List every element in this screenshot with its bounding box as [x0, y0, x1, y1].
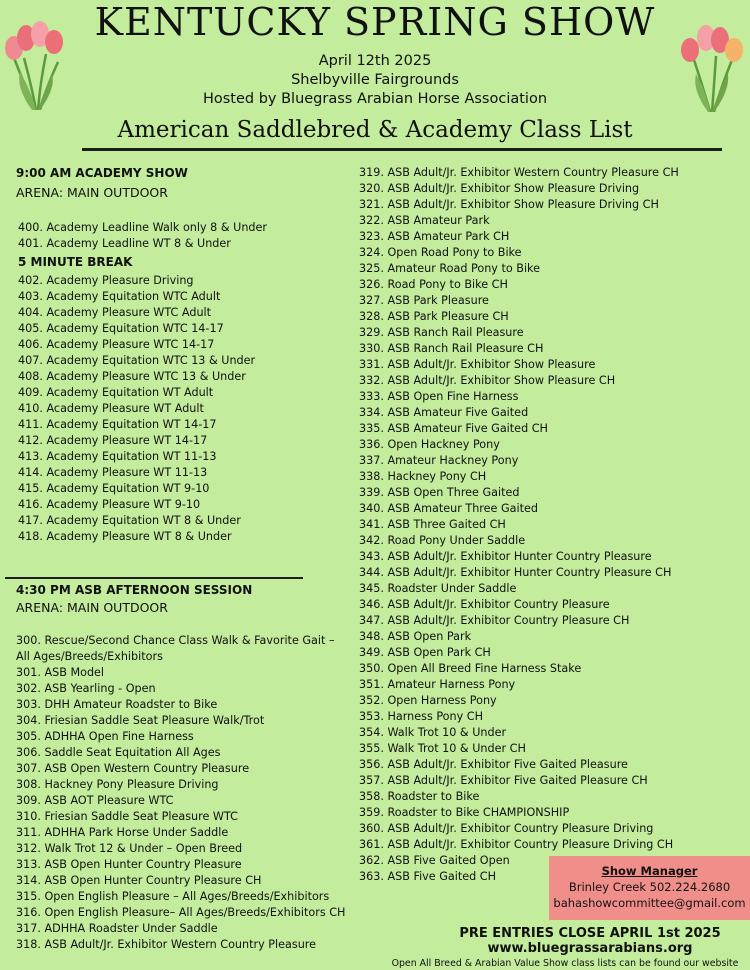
class-item: 339. ASB Open Three Gaited: [359, 486, 520, 499]
class-item: 411. Academy Equitation WT 14-17: [18, 418, 217, 431]
class-item: 317. ADHHA Roadster Under Saddle: [16, 922, 218, 935]
class-item: 359. Roadster to Bike CHAMPIONSHIP: [359, 806, 570, 819]
class-item: 336. Open Hackney Pony: [359, 438, 500, 451]
class-item: 400. Academy Leadline Walk only 8 & Under: [18, 221, 267, 234]
class-item: 316. Open English Pleasure– All Ages/Breeds/Exhibitors CH: [16, 906, 346, 919]
class-item: 345. Roadster Under Saddle: [359, 582, 517, 595]
class-item: 335. ASB Amateur Five Gaited CH: [359, 422, 548, 435]
class-item: 343. ASB Adult/Jr. Exhibitor Hunter Country Pleasure: [359, 550, 652, 563]
class-item: 402. Academy Pleasure Driving: [18, 274, 194, 287]
class-item: 334. ASB Amateur Five Gaited: [359, 406, 529, 419]
afternoon-heading: 4:30 PM ASB AFTERNOON SESSION: [16, 583, 253, 597]
class-item: 405. Academy Equitation WTC 14-17: [18, 322, 224, 335]
class-item: 328. ASB Park Pleasure CH: [359, 310, 509, 323]
class-item: 350. Open All Breed Fine Harness Stake: [359, 662, 582, 675]
class-item: 337. Amateur Hackney Pony: [359, 454, 519, 467]
class-item: 409. Academy Equitation WT Adult: [18, 386, 214, 399]
academy-class-list-b: [18, 273, 255, 545]
manager-email[interactable]: bahashowcommittee@gmail.com: [553, 896, 746, 910]
manager-name-phone: Brinley Creek 502.224.2680: [568, 880, 731, 894]
class-item: 414. Academy Pleasure WT 11-13: [18, 466, 208, 479]
class-item: 360. ASB Adult/Jr. Exhibitor Country Pleasure Driving: [359, 822, 654, 835]
class-item: 363. ASB Five Gaited CH: [359, 870, 497, 883]
class-item: 303. DHH Amateur Roadster to Bike: [16, 698, 218, 711]
afternoon-arena: ARENA: MAIN OUTDOOR: [16, 600, 168, 615]
class-item: 408. Academy Pleasure WTC 13 & Under: [18, 370, 246, 383]
class-item: 361. ASB Adult/Jr. Exhibitor Country Pleasure Driving CH: [359, 838, 674, 851]
class-item: 338. Hackney Pony CH: [359, 470, 487, 483]
class-item: 341. ASB Three Gaited CH: [359, 518, 506, 531]
academy-heading: 9:00 AM ACADEMY SHOW: [16, 166, 188, 180]
class-item: 324. Open Road Pony to Bike: [359, 246, 522, 259]
class-item: 312. Walk Trot 12 & Under – Open Breed: [16, 842, 243, 855]
class-item: 315. Open English Pleasure – All Ages/Breeds/Exhibitors: [16, 890, 330, 903]
class-item: 340. ASB Amateur Three Gaited: [359, 502, 538, 515]
header-divider: [82, 148, 722, 151]
class-item: 344. ASB Adult/Jr. Exhibitor Hunter Country Pleasure CH: [359, 566, 672, 579]
class-item: 319. ASB Adult/Jr. Exhibitor Western Country Pleasure CH: [359, 166, 679, 179]
class-item: 417. Academy Equitation WT 8 & Under: [18, 514, 241, 527]
class-item: 403. Academy Equitation WTC Adult: [18, 290, 221, 303]
section-divider: [5, 577, 303, 579]
class-item: 333. ASB Open Fine Harness: [359, 390, 519, 403]
afternoon-class-list: [16, 633, 345, 953]
show-date: April 12th 2025: [318, 53, 432, 69]
class-item: 326. Road Pony to Bike CH: [359, 278, 508, 291]
class-item: 320. ASB Adult/Jr. Exhibitor Show Pleasure Driving: [359, 182, 640, 195]
class-item: 322. ASB Amateur Park: [359, 214, 490, 227]
class-item: 410. Academy Pleasure WT Adult: [18, 402, 204, 415]
show-location: Shelbyville Fairgrounds: [291, 72, 459, 88]
class-list-subtitle: American Saddlebred & Academy Class List: [117, 117, 633, 143]
class-item: 351. Amateur Harness Pony: [359, 678, 516, 691]
show-host: Hosted by Bluegrass Arabian Horse Association: [202, 91, 548, 107]
class-item: 329. ASB Ranch Rail Pleasure: [359, 326, 524, 339]
class-item: 300. Rescue/Second Chance Class Walk & Favorite Gait –: [16, 634, 335, 647]
class-item: 352. Open Harness Pony: [359, 694, 497, 707]
entries-close-notice: PRE ENTRIES CLOSE APRIL 1st 2025: [459, 926, 721, 941]
class-item: 418. Academy Pleasure WT 8 & Under: [18, 530, 232, 543]
class-item: 362. ASB Five Gaited Open: [359, 854, 510, 867]
class-item: 332. ASB Adult/Jr. Exhibitor Show Pleasure CH: [359, 374, 616, 387]
class-item: 309. ASB AOT Pleasure WTC: [16, 794, 174, 807]
right-class-list: [359, 165, 679, 885]
class-item: 323. ASB Amateur Park CH: [359, 230, 510, 243]
show-manager-box: [549, 856, 750, 920]
class-item: 301. ASB Model: [16, 666, 105, 679]
class-item: 308. Hackney Pony Pleasure Driving: [16, 778, 219, 791]
class-item: 307. ASB Open Western Country Pleasure: [16, 762, 250, 775]
class-item: 357. ASB Adult/Jr. Exhibitor Five Gaited Pleasure CH: [359, 774, 648, 787]
class-item: 358. Roadster to Bike: [359, 790, 480, 803]
class-item: 330. ASB Ranch Rail Pleasure CH: [359, 342, 544, 355]
academy-arena: ARENA: MAIN OUTDOOR: [16, 185, 168, 200]
class-item: 327. ASB Park Pleasure: [359, 294, 489, 307]
class-item: 305. ADHHA Open Fine Harness: [16, 730, 194, 743]
class-item: 413. Academy Equitation WT 11-13: [18, 450, 217, 463]
class-item: 349. ASB Open Park CH: [359, 646, 491, 659]
class-item: 354. Walk Trot 10 & Under: [359, 726, 507, 739]
class-item: 347. ASB Adult/Jr. Exhibitor Country Pleasure CH: [359, 614, 630, 627]
class-item: 318. ASB Adult/Jr. Exhibitor Western Country Pleasure: [16, 938, 317, 951]
show-title: KENTUCKY SPRING SHOW: [94, 0, 656, 44]
class-item: 302. ASB Yearling - Open: [16, 682, 156, 695]
manager-title: Show Manager: [601, 864, 698, 878]
class-item: 404. Academy Pleasure WTC Adult: [18, 306, 212, 319]
class-item: 416. Academy Pleasure WT 9-10: [18, 498, 201, 511]
class-item: All Ages/Breeds/Exhibitors: [16, 650, 163, 663]
class-item: 346. ASB Adult/Jr. Exhibitor Country Pleasure: [359, 598, 610, 611]
class-item: 304. Friesian Saddle Seat Pleasure Walk/Trot: [16, 714, 265, 727]
class-item: 406. Academy Pleasure WTC 14-17: [18, 338, 215, 351]
class-item: 353. Harness Pony CH: [359, 710, 484, 723]
break-label: 5 MINUTE BREAK: [18, 255, 133, 269]
class-item: 321. ASB Adult/Jr. Exhibitor Show Pleasure Driving CH: [359, 198, 659, 211]
class-item: 311. ADHHA Park Horse Under Saddle: [16, 826, 229, 839]
class-item: 310. Friesian Saddle Seat Pleasure WTC: [16, 810, 238, 823]
class-item: 412. Academy Pleasure WT 14-17: [18, 434, 208, 447]
class-item: 306. Saddle Seat Equitation All Ages: [16, 746, 221, 759]
class-item: 313. ASB Open Hunter Country Pleasure: [16, 858, 242, 871]
footer-note: Open All Breed & Arabian Value Show class lists can be found our website: [391, 958, 739, 969]
class-item: 356. ASB Adult/Jr. Exhibitor Five Gaited Pleasure: [359, 758, 628, 771]
class-item: 314. ASB Open Hunter Country Pleasure CH: [16, 874, 262, 887]
class-item: 342. Road Pony Under Saddle: [359, 534, 526, 547]
academy-class-list-a: [18, 220, 267, 252]
class-item: 331. ASB Adult/Jr. Exhibitor Show Pleasure: [359, 358, 596, 371]
class-item: 415. Academy Equitation WT 9-10: [18, 482, 210, 495]
class-item: 355. Walk Trot 10 & Under CH: [359, 742, 526, 755]
class-item: 407. Academy Equitation WTC 13 & Under: [18, 354, 256, 367]
class-item: 325. Amateur Road Pony to Bike: [359, 262, 541, 275]
class-item: 348. ASB Open Park: [359, 630, 472, 643]
class-item: 401. Academy Leadline WT 8 & Under: [18, 237, 231, 250]
website-link[interactable]: www.bluegrassarabians.org: [487, 941, 693, 956]
